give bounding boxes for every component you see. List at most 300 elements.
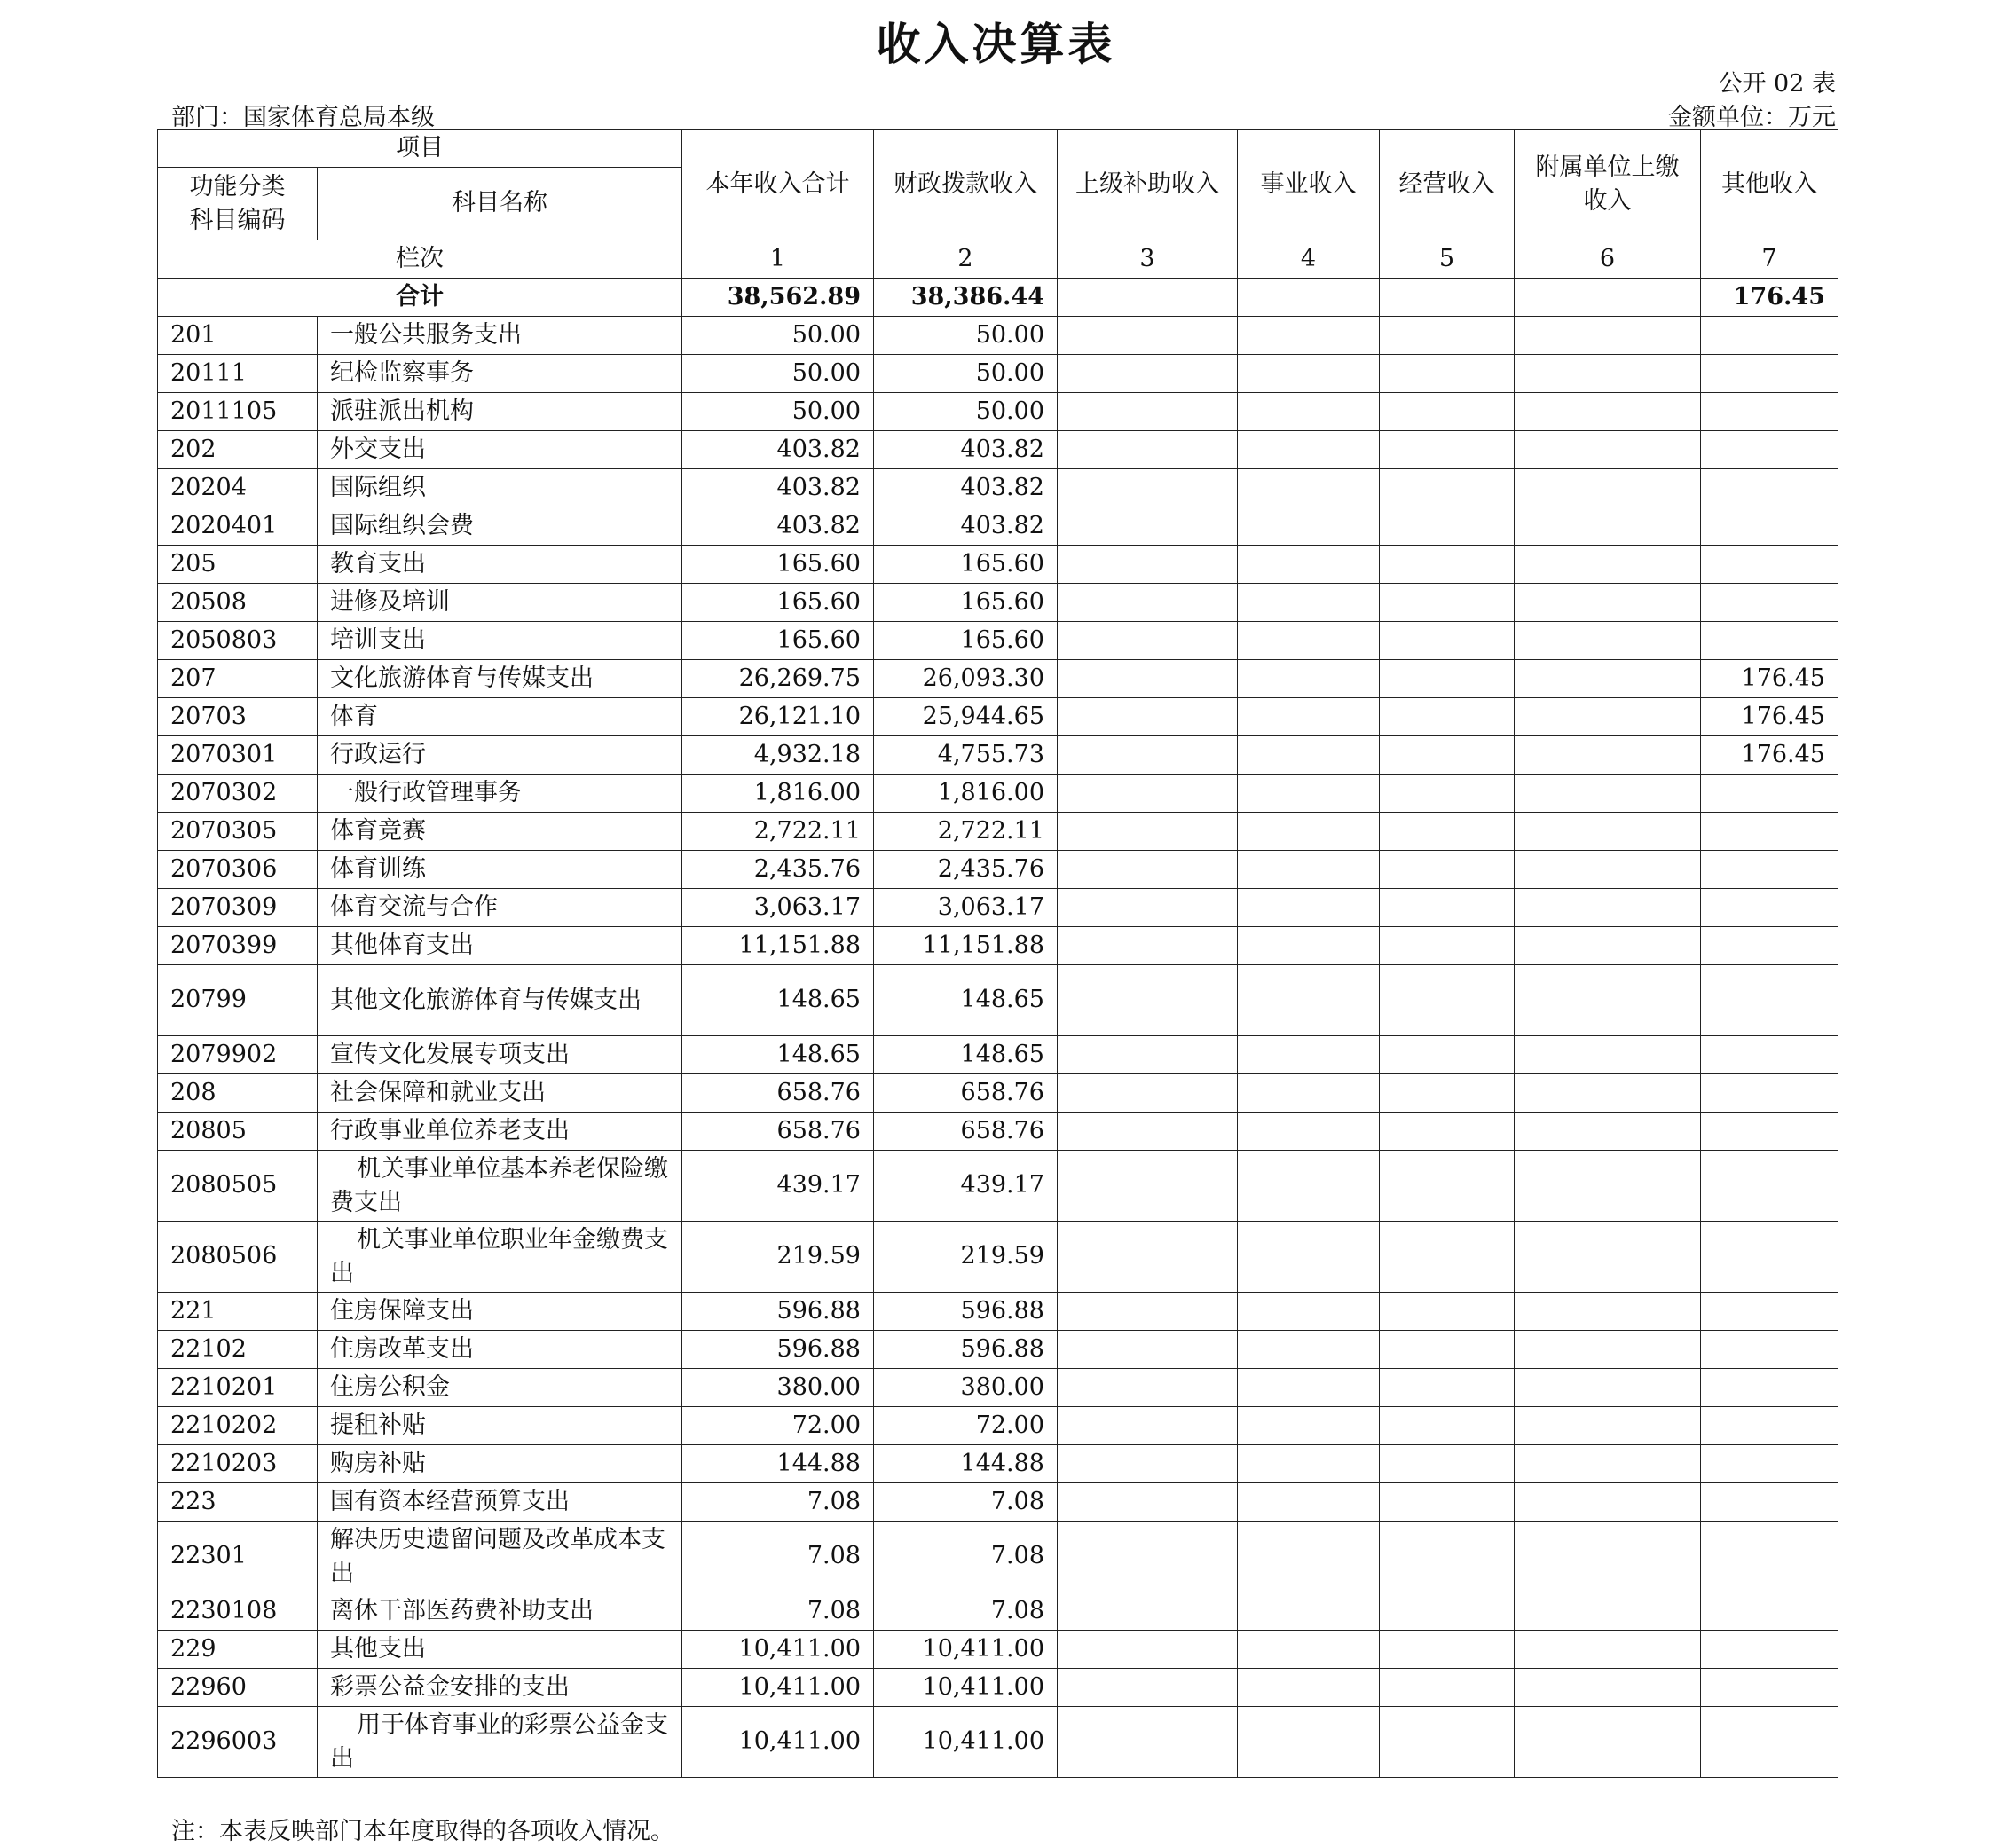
header-name-col: 科目名称: [318, 168, 682, 240]
row-c6: [1515, 584, 1701, 622]
row-c7: [1701, 393, 1838, 431]
row-c5: [1380, 851, 1515, 889]
table-row: [158, 775, 1838, 813]
row-c2: 50.00: [874, 317, 1058, 355]
row-c6: [1515, 1483, 1701, 1522]
row-c6: [1515, 1151, 1701, 1222]
row-name: 其他文化旅游体育与传媒支出: [318, 965, 682, 1036]
row-name: 国有资本经营预算支出: [318, 1483, 682, 1522]
column-number: 4: [1238, 240, 1380, 279]
row-c1: 219.59: [682, 1222, 874, 1293]
row-name: 进修及培训: [318, 584, 682, 622]
row-c5: [1380, 584, 1515, 622]
table-row: [158, 622, 1838, 660]
row-code: 2070399: [158, 927, 318, 965]
header-col7: 其他收入: [1701, 130, 1838, 240]
row-c3: [1058, 1074, 1238, 1113]
row-c6: [1515, 1707, 1701, 1778]
row-c5: [1380, 1151, 1515, 1222]
row-c6: [1515, 889, 1701, 927]
form-number: 公开 02 表: [1718, 70, 1836, 98]
row-c4: [1238, 889, 1380, 927]
row-c3: [1058, 1331, 1238, 1369]
row-c7: [1701, 1631, 1838, 1669]
row-c2: 403.82: [874, 431, 1058, 469]
table-row: [158, 851, 1838, 889]
row-c6: [1515, 1522, 1701, 1592]
row-c2: 50.00: [874, 355, 1058, 393]
row-c3: [1058, 775, 1238, 813]
table-row: [158, 698, 1838, 736]
row-c3: [1058, 660, 1238, 698]
row-c5: [1380, 1036, 1515, 1074]
row-c7: [1701, 469, 1838, 507]
row-c4: [1238, 1074, 1380, 1113]
row-c3: [1058, 1445, 1238, 1483]
table-row: [158, 393, 1838, 431]
row-c7: [1701, 1592, 1838, 1631]
row-c5: [1380, 660, 1515, 698]
row-c4: [1238, 1522, 1380, 1592]
row-c6: [1515, 927, 1701, 965]
row-c1: 1,816.00: [682, 775, 874, 813]
row-c1: 165.60: [682, 546, 874, 584]
row-c2: 2,435.76: [874, 851, 1058, 889]
row-c3: [1058, 1407, 1238, 1445]
row-c1: 165.60: [682, 584, 874, 622]
row-c7: [1701, 1483, 1838, 1522]
row-c1: 4,932.18: [682, 736, 874, 775]
row-c6: [1515, 1074, 1701, 1113]
table-row: [158, 355, 1838, 393]
row-c2: 219.59: [874, 1222, 1058, 1293]
row-code: 20703: [158, 698, 318, 736]
column-number: 5: [1380, 240, 1515, 279]
row-c6: [1515, 775, 1701, 813]
row-code: 201: [158, 317, 318, 355]
row-c1: 658.76: [682, 1074, 874, 1113]
row-c4: [1238, 965, 1380, 1036]
row-c4: [1238, 736, 1380, 775]
row-name: 培训支出: [318, 622, 682, 660]
row-c1: 50.00: [682, 317, 874, 355]
table-row: [158, 927, 1838, 965]
row-code: 229: [158, 1631, 318, 1669]
row-name: 其他支出: [318, 1631, 682, 1669]
row-c1: 380.00: [682, 1369, 874, 1407]
row-code: 2079902: [158, 1036, 318, 1074]
row-c5: [1380, 1483, 1515, 1522]
row-c5: [1380, 1113, 1515, 1151]
row-c3: [1058, 431, 1238, 469]
row-c2: 1,816.00: [874, 775, 1058, 813]
row-c4: [1238, 507, 1380, 546]
column-number: 7: [1701, 240, 1838, 279]
row-code: 22102: [158, 1331, 318, 1369]
row-code: 2070306: [158, 851, 318, 889]
row-c6: [1515, 1293, 1701, 1331]
row-c2: 403.82: [874, 507, 1058, 546]
row-c6: [1515, 1222, 1701, 1293]
row-c7: [1701, 927, 1838, 965]
table-row: [158, 889, 1838, 927]
row-name: 用于体育事业的彩票公益金支出: [318, 1707, 682, 1778]
row-c6: [1515, 1036, 1701, 1074]
row-c6: [1515, 698, 1701, 736]
row-c1: 50.00: [682, 393, 874, 431]
row-code: 2080506: [158, 1222, 318, 1293]
row-c4: [1238, 1369, 1380, 1407]
row-c2: 165.60: [874, 584, 1058, 622]
row-c5: [1380, 1522, 1515, 1592]
column-number: 3: [1058, 240, 1238, 279]
row-c1: 403.82: [682, 469, 874, 507]
table-row: [158, 1631, 1838, 1669]
row-code: 2020401: [158, 507, 318, 546]
table-row: [158, 317, 1838, 355]
row-c7: [1701, 775, 1838, 813]
row-c4: [1238, 355, 1380, 393]
row-c1: 403.82: [682, 431, 874, 469]
row-c6: [1515, 431, 1701, 469]
row-name: 住房保障支出: [318, 1293, 682, 1331]
row-c6: [1515, 1631, 1701, 1669]
amount-unit-label: 金额单位：万元: [1668, 104, 1836, 131]
row-code: 2210203: [158, 1445, 318, 1483]
row-c6: [1515, 660, 1701, 698]
row-name: 其他体育支出: [318, 927, 682, 965]
row-code: 20204: [158, 469, 318, 507]
row-c1: 3,063.17: [682, 889, 874, 927]
row-c7: [1701, 1407, 1838, 1445]
row-code: 208: [158, 1074, 318, 1113]
row-c4: [1238, 469, 1380, 507]
row-code: 221: [158, 1293, 318, 1331]
row-c4: [1238, 1293, 1380, 1331]
row-c5: [1380, 1445, 1515, 1483]
row-c5: [1380, 393, 1515, 431]
column-number: 2: [874, 240, 1058, 279]
row-name: 派驻派出机构: [318, 393, 682, 431]
row-c5: [1380, 736, 1515, 775]
table-row: [158, 546, 1838, 584]
row-code: 22960: [158, 1669, 318, 1707]
row-c3: [1058, 927, 1238, 965]
row-c6: [1515, 546, 1701, 584]
header-code-col: 功能分类 科目编码: [158, 168, 318, 240]
row-c4: [1238, 775, 1380, 813]
row-c1: 439.17: [682, 1151, 874, 1222]
row-c1: 596.88: [682, 1293, 874, 1331]
row-c5: [1380, 927, 1515, 965]
row-c3: [1058, 622, 1238, 660]
row-code: 2070301: [158, 736, 318, 775]
total-c5: [1380, 279, 1515, 317]
row-name: 机关事业单位职业年金缴费支出: [318, 1222, 682, 1293]
row-code: 2210201: [158, 1369, 318, 1407]
row-c3: [1058, 393, 1238, 431]
table-row: [158, 1445, 1838, 1483]
row-code: 22301: [158, 1522, 318, 1592]
table-row: [158, 736, 1838, 775]
row-name: 纪检监察事务: [318, 355, 682, 393]
row-c4: [1238, 927, 1380, 965]
row-name: 体育交流与合作: [318, 889, 682, 927]
header-item: 项目: [158, 130, 682, 168]
row-c2: 658.76: [874, 1113, 1058, 1151]
row-c2: 7.08: [874, 1592, 1058, 1631]
row-c3: [1058, 1113, 1238, 1151]
row-name: 教育支出: [318, 546, 682, 584]
row-name: 文化旅游体育与传媒支出: [318, 660, 682, 698]
row-c4: [1238, 1631, 1380, 1669]
row-c1: 403.82: [682, 507, 874, 546]
row-c2: 25,944.65: [874, 698, 1058, 736]
row-c1: 26,121.10: [682, 698, 874, 736]
row-c7: [1701, 1113, 1838, 1151]
row-c6: [1515, 469, 1701, 507]
row-c4: [1238, 1151, 1380, 1222]
header-col5: 经营收入: [1380, 130, 1515, 240]
row-code: 2296003: [158, 1707, 318, 1778]
row-c6: [1515, 1369, 1701, 1407]
table-row: [158, 1293, 1838, 1331]
row-c2: 380.00: [874, 1369, 1058, 1407]
row-c3: [1058, 1483, 1238, 1522]
row-c1: 7.08: [682, 1592, 874, 1631]
column-number: 6: [1515, 240, 1701, 279]
row-c1: 10,411.00: [682, 1669, 874, 1707]
row-c2: 10,411.00: [874, 1669, 1058, 1707]
row-name: 一般行政管理事务: [318, 775, 682, 813]
row-c3: [1058, 851, 1238, 889]
row-c5: [1380, 813, 1515, 851]
row-name: 提租补贴: [318, 1407, 682, 1445]
row-name: 国际组织: [318, 469, 682, 507]
row-name: 机关事业单位基本养老保险缴费支出: [318, 1151, 682, 1222]
row-c7: [1701, 1293, 1838, 1331]
row-c3: [1058, 1592, 1238, 1631]
row-name: 彩票公益金安排的支出: [318, 1669, 682, 1707]
row-code: 20799: [158, 965, 318, 1036]
row-name: 外交支出: [318, 431, 682, 469]
row-code: 223: [158, 1483, 318, 1522]
row-c4: [1238, 1483, 1380, 1522]
row-c5: [1380, 775, 1515, 813]
row-c5: [1380, 1707, 1515, 1778]
row-c5: [1380, 431, 1515, 469]
table-row: [158, 507, 1838, 546]
header-col1: 本年收入合计: [682, 130, 874, 240]
row-c2: 26,093.30: [874, 660, 1058, 698]
row-c7: [1701, 1707, 1838, 1778]
row-c4: [1238, 546, 1380, 584]
row-c1: 72.00: [682, 1407, 874, 1445]
row-c5: [1380, 965, 1515, 1036]
row-c6: [1515, 393, 1701, 431]
table-row: [158, 1036, 1838, 1074]
table-row: [158, 1074, 1838, 1113]
row-c7: [1701, 546, 1838, 584]
row-name: 住房公积金: [318, 1369, 682, 1407]
row-c1: 165.60: [682, 622, 874, 660]
row-c6: [1515, 736, 1701, 775]
row-name: 宣传文化发展专项支出: [318, 1036, 682, 1074]
row-name: 体育: [318, 698, 682, 736]
row-c6: [1515, 317, 1701, 355]
header-col6: 附属单位上缴收入: [1515, 130, 1701, 240]
row-c7: [1701, 584, 1838, 622]
row-c1: 10,411.00: [682, 1631, 874, 1669]
row-c1: 658.76: [682, 1113, 874, 1151]
row-c2: 165.60: [874, 622, 1058, 660]
row-name: 体育训练: [318, 851, 682, 889]
row-c3: [1058, 965, 1238, 1036]
row-c1: 2,435.76: [682, 851, 874, 889]
row-c7: [1701, 1522, 1838, 1592]
row-c2: 3,063.17: [874, 889, 1058, 927]
total-c4: [1238, 279, 1380, 317]
table-row: [158, 1669, 1838, 1707]
row-c5: [1380, 1222, 1515, 1293]
row-c2: 11,151.88: [874, 927, 1058, 965]
table-row: [158, 813, 1838, 851]
row-c2: 72.00: [874, 1407, 1058, 1445]
row-c1: 26,269.75: [682, 660, 874, 698]
row-name: 行政运行: [318, 736, 682, 775]
table-row: [158, 1222, 1838, 1293]
row-c4: [1238, 393, 1380, 431]
row-c1: 7.08: [682, 1483, 874, 1522]
row-c7: [1701, 1222, 1838, 1293]
row-c2: 148.65: [874, 1036, 1058, 1074]
page-title: 收入决算表: [876, 18, 1116, 70]
row-c6: [1515, 851, 1701, 889]
row-c5: [1380, 1369, 1515, 1407]
total-c1: 38,562.89: [682, 279, 874, 317]
row-name: 解决历史遗留问题及改革成本支出: [318, 1522, 682, 1592]
income-table: [157, 129, 1838, 1778]
table-row: [158, 1407, 1838, 1445]
row-c5: [1380, 546, 1515, 584]
row-code: 2080505: [158, 1151, 318, 1222]
row-c4: [1238, 584, 1380, 622]
row-c5: [1380, 355, 1515, 393]
row-c2: 10,411.00: [874, 1707, 1058, 1778]
row-c5: [1380, 889, 1515, 927]
row-code: 205: [158, 546, 318, 584]
row-c7: [1701, 431, 1838, 469]
row-c3: [1058, 584, 1238, 622]
column-number-label: 栏次: [158, 240, 682, 279]
row-c2: 596.88: [874, 1331, 1058, 1369]
row-c2: 2,722.11: [874, 813, 1058, 851]
row-code: 2070302: [158, 775, 318, 813]
row-c3: [1058, 1151, 1238, 1222]
row-c7: [1701, 1445, 1838, 1483]
table-row: [158, 1707, 1838, 1778]
row-c4: [1238, 1331, 1380, 1369]
row-c3: [1058, 469, 1238, 507]
header-col3: 上级补助收入: [1058, 130, 1238, 240]
row-name: 行政事业单位养老支出: [318, 1113, 682, 1151]
row-c3: [1058, 889, 1238, 927]
row-c7: [1701, 965, 1838, 1036]
row-c5: [1380, 1407, 1515, 1445]
header-col4: 事业收入: [1238, 130, 1380, 240]
row-c4: [1238, 813, 1380, 851]
row-c4: [1238, 851, 1380, 889]
row-c7: [1701, 1331, 1838, 1369]
row-c4: [1238, 660, 1380, 698]
row-code: 2070309: [158, 889, 318, 927]
row-c4: [1238, 1592, 1380, 1631]
row-c3: [1058, 1293, 1238, 1331]
row-c5: [1380, 1669, 1515, 1707]
total-c7: 176.45: [1701, 279, 1838, 317]
row-c7: [1701, 1036, 1838, 1074]
row-c6: [1515, 1445, 1701, 1483]
row-c4: [1238, 1036, 1380, 1074]
row-c1: 2,722.11: [682, 813, 874, 851]
row-c2: 7.08: [874, 1483, 1058, 1522]
row-c7: [1701, 813, 1838, 851]
table-row: [158, 1151, 1838, 1222]
total-label: 合计: [158, 279, 682, 317]
row-c7: [1701, 1369, 1838, 1407]
row-c7: 176.45: [1701, 698, 1838, 736]
row-c1: 10,411.00: [682, 1707, 874, 1778]
row-c2: 144.88: [874, 1445, 1058, 1483]
row-c4: [1238, 1113, 1380, 1151]
row-name: 体育竞赛: [318, 813, 682, 851]
row-c2: 439.17: [874, 1151, 1058, 1222]
table-row: [158, 965, 1838, 1036]
table-row: [158, 1113, 1838, 1151]
row-c2: 4,755.73: [874, 736, 1058, 775]
row-code: 2070305: [158, 813, 318, 851]
row-c4: [1238, 1445, 1380, 1483]
row-c2: 10,411.00: [874, 1631, 1058, 1669]
row-c6: [1515, 813, 1701, 851]
row-c6: [1515, 507, 1701, 546]
table-row: [158, 431, 1838, 469]
row-c5: [1380, 469, 1515, 507]
row-c3: [1058, 317, 1238, 355]
row-c5: [1380, 622, 1515, 660]
row-code: 2011105: [158, 393, 318, 431]
row-c7: [1701, 317, 1838, 355]
row-c2: 596.88: [874, 1293, 1058, 1331]
row-c7: [1701, 851, 1838, 889]
table-row: [158, 584, 1838, 622]
row-c1: 144.88: [682, 1445, 874, 1483]
row-c6: [1515, 965, 1701, 1036]
row-c7: [1701, 1669, 1838, 1707]
row-c1: 50.00: [682, 355, 874, 393]
row-c7: 176.45: [1701, 660, 1838, 698]
row-c4: [1238, 1707, 1380, 1778]
row-name: 社会保障和就业支出: [318, 1074, 682, 1113]
row-code: 2050803: [158, 622, 318, 660]
row-c3: [1058, 698, 1238, 736]
total-c6: [1515, 279, 1701, 317]
row-c7: 176.45: [1701, 736, 1838, 775]
row-c3: [1058, 1707, 1238, 1778]
row-c3: [1058, 1369, 1238, 1407]
row-c4: [1238, 431, 1380, 469]
header-col2: 财政拨款收入: [874, 130, 1058, 240]
